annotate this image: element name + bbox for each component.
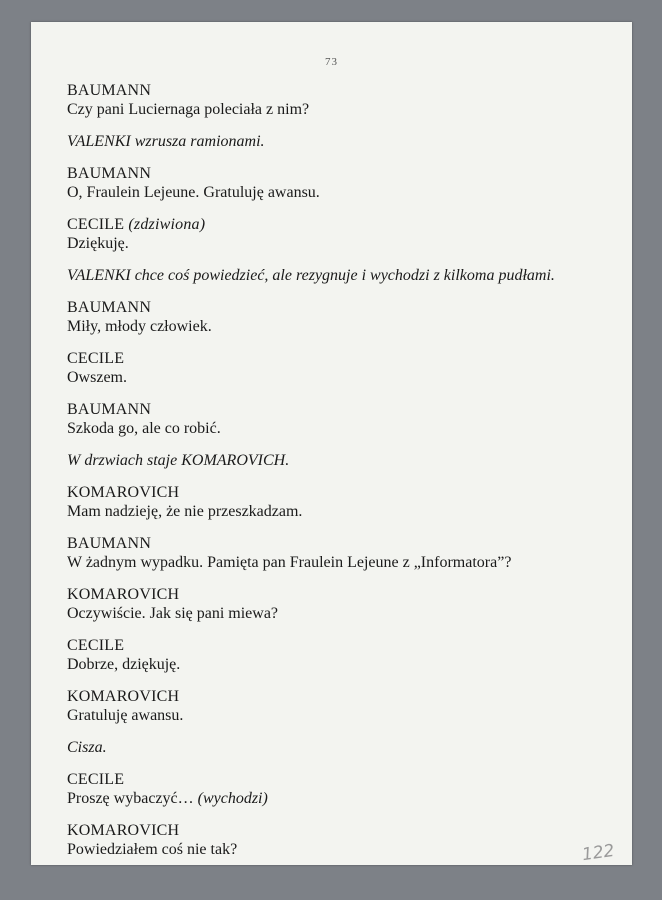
- dialogue-line: Mam nadzieję, że nie przeszkadzam.: [67, 503, 303, 520]
- stage-direction: [67, 266, 627, 285]
- dialogue-block: [67, 770, 627, 808]
- speaker-name: CECILE: [67, 350, 125, 367]
- dialogue-block: [67, 585, 627, 623]
- dialogue-line: Miły, młody człowiek.: [67, 318, 212, 335]
- dialogue-line: Owszem.: [67, 369, 127, 386]
- speaker-note: (zdziwiona): [128, 216, 206, 233]
- dialogue-line: Powiedziałem coś nie tak?: [67, 841, 238, 858]
- speaker-name: CECILE: [67, 637, 125, 654]
- dialogue-block: [67, 349, 627, 387]
- dialogue-block: [67, 687, 627, 725]
- dialogue-line: [67, 789, 627, 808]
- dialogue-aside: (wychodzi): [197, 790, 268, 807]
- dialogue-line: Gratuluję awansu.: [67, 707, 184, 724]
- speaker-name: BAUMANN: [67, 535, 152, 552]
- handwritten-page-number: 122: [580, 840, 616, 866]
- page-number: 73: [325, 56, 338, 68]
- stage-direction: [67, 132, 627, 151]
- dialogue-block: [67, 821, 627, 859]
- stage-direction-text: VALENKI chce coś powiedzieć, ale rezygnuje i wychodzi z kilkoma pudłami.: [67, 267, 555, 284]
- stage-direction-text: Cisza.: [67, 739, 107, 756]
- dialogue-block: [67, 636, 627, 674]
- dialogue-line: O, Fraulein Lejeune. Gratuluję awansu.: [67, 184, 320, 201]
- speaker-name: KOMAROVICH: [67, 586, 180, 603]
- dialogue-line: Czy pani Luciernaga poleciała z nim?: [67, 101, 310, 118]
- speaker-name: KOMAROVICH: [67, 822, 180, 839]
- dialogue-block: [67, 483, 627, 521]
- script-body: [67, 81, 627, 872]
- document-page: [31, 22, 632, 865]
- speaker-name: BAUMANN: [67, 82, 152, 99]
- speaker-line: [67, 215, 627, 234]
- dialogue-line: Dobrze, dziękuję.: [67, 656, 181, 673]
- dialogue-block: [67, 298, 627, 336]
- speaker-name: KOMAROVICH: [67, 688, 180, 705]
- stage-direction: [67, 738, 627, 757]
- speaker-name: BAUMANN: [67, 165, 152, 182]
- speaker-name: CECILE: [67, 771, 125, 788]
- stage-direction-text: W drzwiach staje KOMAROVICH.: [67, 452, 290, 469]
- dialogue-text: Proszę wybaczyć…: [67, 790, 194, 807]
- stage-direction-text: VALENKI wzrusza ramionami.: [67, 133, 265, 150]
- dialogue-block: [67, 400, 627, 438]
- dialogue-block: [67, 81, 627, 119]
- dialogue-line: Oczywiście. Jak się pani miewa?: [67, 605, 279, 622]
- dialogue-block: [67, 215, 627, 253]
- speaker-name: BAUMANN: [67, 401, 152, 418]
- dialogue-line: W żadnym wypadku. Pamięta pan Fraulein Lejeune z „Informatora”?: [67, 554, 512, 571]
- dialogue-block: [67, 164, 627, 202]
- dialogue-line: Dziękuję.: [67, 235, 129, 252]
- speaker-name: KOMAROVICH: [67, 484, 180, 501]
- speaker-name: CECILE: [67, 216, 125, 233]
- stage-direction: [67, 451, 627, 470]
- speaker-name: BAUMANN: [67, 299, 152, 316]
- dialogue-block: [67, 534, 627, 572]
- dialogue-line: Szkoda go, ale co robić.: [67, 420, 221, 437]
